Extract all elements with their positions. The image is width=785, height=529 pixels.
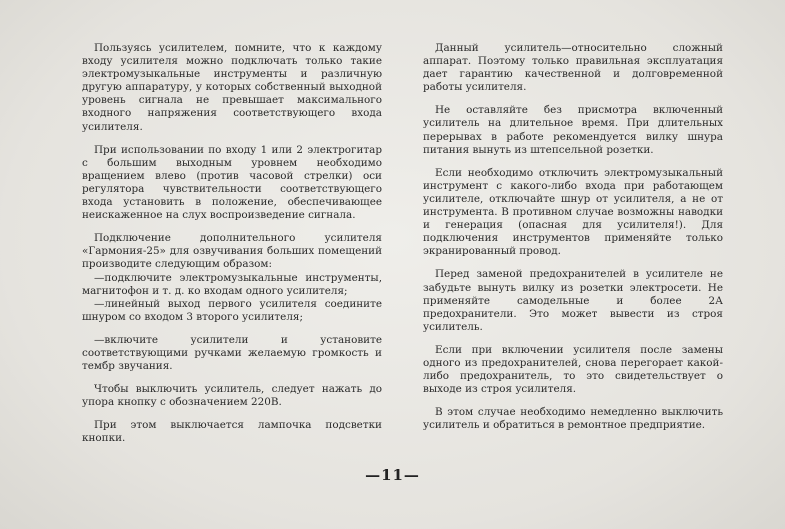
page-number: —11— [365,466,420,484]
paragraph-input-voltage: Пользуясь усилителем, помните, что к каждому входу усилителя можно подключать только такие электромузыкальные инструменты и различную другую аппаратуру, у которых собственный выходной уровень сигнала не превышает максимального входного напряжения соответствующего входа усилителя. [82,42,382,133]
list-item-line-output: —линейный выход первого усилителя соедините шнуром со входом 3 второго усилителя; [82,297,382,323]
left-column [82,42,382,456]
paragraph-lamp: При этом выключается лампочка подсветки кнопки. [82,419,382,445]
list-item-switch-on: —включите усилители и установите соответствующими ручками желаемую громкость и тембр звучания. [82,333,382,373]
paragraph-complex-device: Данный усилитель—относительно сложный аппарат. Поэтому только правильная эксплуатация дает гарантию качественной и долговременной работы усилителя. [423,42,723,94]
paragraph-disconnect-instrument: Если необходимо отключить электромузыкальный инструмент с какого-либо входа при работающем усилителе, отключайте шнур от усилителя, а не от инструмента. В противном случае возможны наводки и генерация (опасная для усилителя!). Для подключения инструментов применяйте только экранированный провод. [423,166,723,258]
paragraph-unattended: Не оставляйте без присмотра включенный усилитель на длительное время. При длительных перерывах в работе рекомендуется вилку шнура питания вынуть из штепсельной розетки. [423,104,723,156]
list-item-connect-instruments: —подключите электромузыкальные инструменты, магнитофон и т. д. ко входам одного усилителя; [82,271,382,297]
paragraph-additional-amp: Подключение дополнительного усилителя «Гармония-25» для озвучивания больших помещений производите следующим образом: [82,232,382,271]
right-column [423,42,723,442]
paragraph-repair: В этом случае необходимо немедленно выключить усилитель и обратиться в ремонтное предприятие. [423,406,723,432]
paragraph-fuse-replacement: Перед заменой предохранителей в усилителе не забудьте вынуть вилку из розетки электросети. Не применяйте самодельные и более 2А предохранители. Это может вывести из строя усилитель. [423,268,723,333]
paragraph-guitar-sensitivity: При использовании по входу 1 или 2 электрогитар с большим выходным уровнем необходимо вращением влево (против часовой стрелки) оси регулятора чувствительности соответствующего входа установить в положение, обеспечивающее неискаженное на слух воспроизведение сигнала. [82,143,382,222]
paragraph-fuse-blows: Если при включении усилителя после замены одного из предохранителей, снова перегорает какой-либо предохранитель, то это свидетельствует о выходе из строя усилителя. [423,343,723,396]
paragraph-switch-off: Чтобы выключить усилитель, следует нажать до упора кнопку с обозначением 220В. [82,383,382,409]
